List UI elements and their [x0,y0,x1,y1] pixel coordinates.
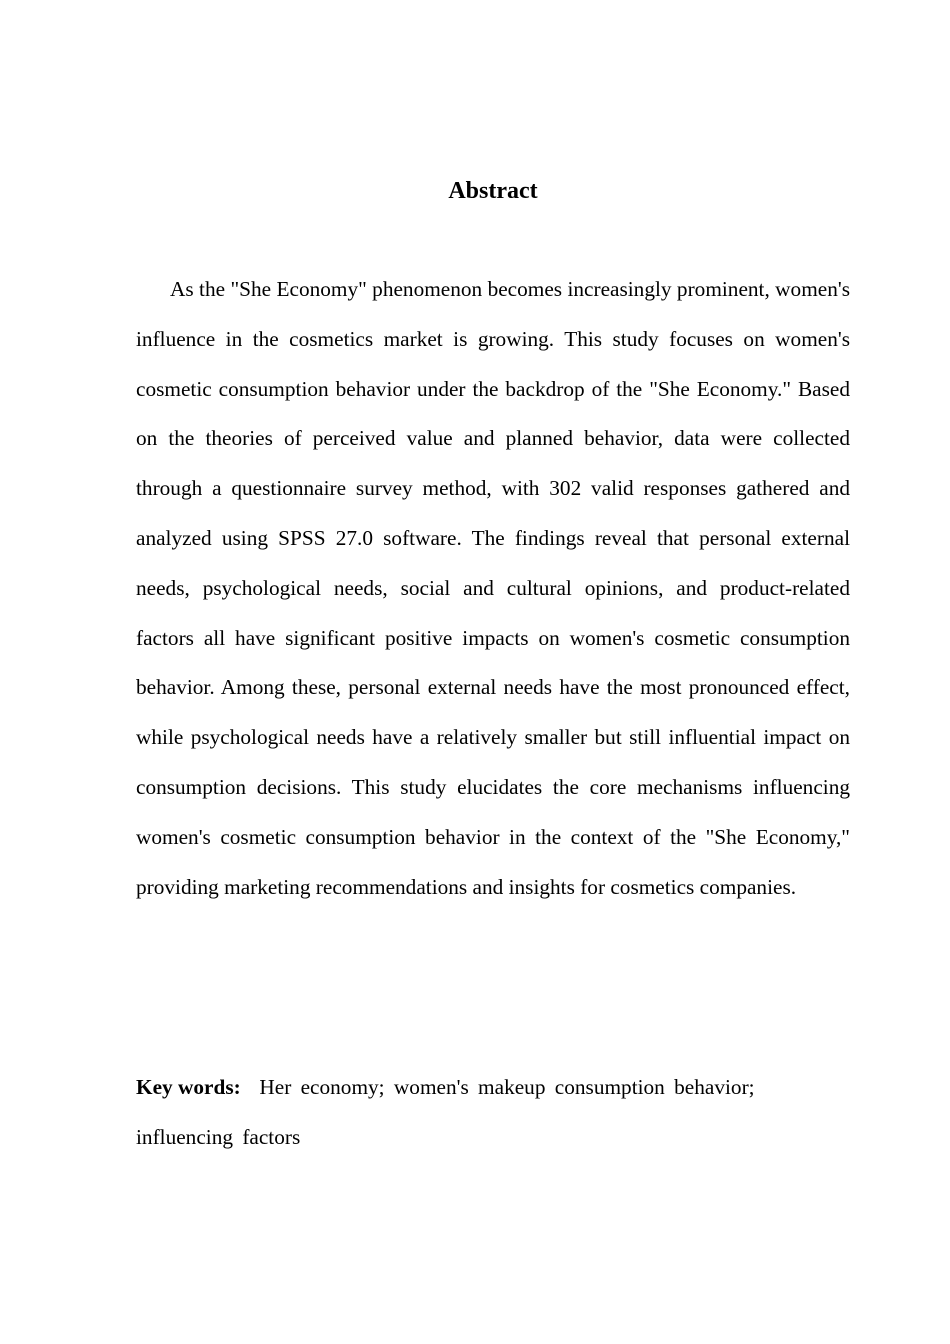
abstract-body: As the "She Economy" phenomenon becomes increasingly prominent, women's influence in the cosmetics market is growing. This study focuses on women's cosmetic consumption behavior under the backdrop of the "She Economy." Based on the theories of perceived value and planned behavior, data were collected through a questionnaire survey method, with 302 valid responses gathered and analyzed using SPSS 27.0 software. The findings reveal that personal external needs, psychological needs, social and cultural opinions, and product-related factors all have significant positive impacts on women's cosmetic consumption behavior. Among these, personal external needs have the most pronounced effect, while psychological needs have a relatively smaller but still influential impact on consumption decisions. This study elucidates the core mechanisms influencing women's cosmetic consumption behavior in the context of the "She Economy," providing marketing recommendations and insights for cosmetics companies. [136,277,850,899]
keywords-text: Her economy; women's makeup consumption behavior; influencing factors [136,1075,755,1149]
keywords-paragraph [136,1063,796,1163]
abstract-title: Abstract [448,178,538,204]
keywords-label: Key words: [136,1075,241,1099]
